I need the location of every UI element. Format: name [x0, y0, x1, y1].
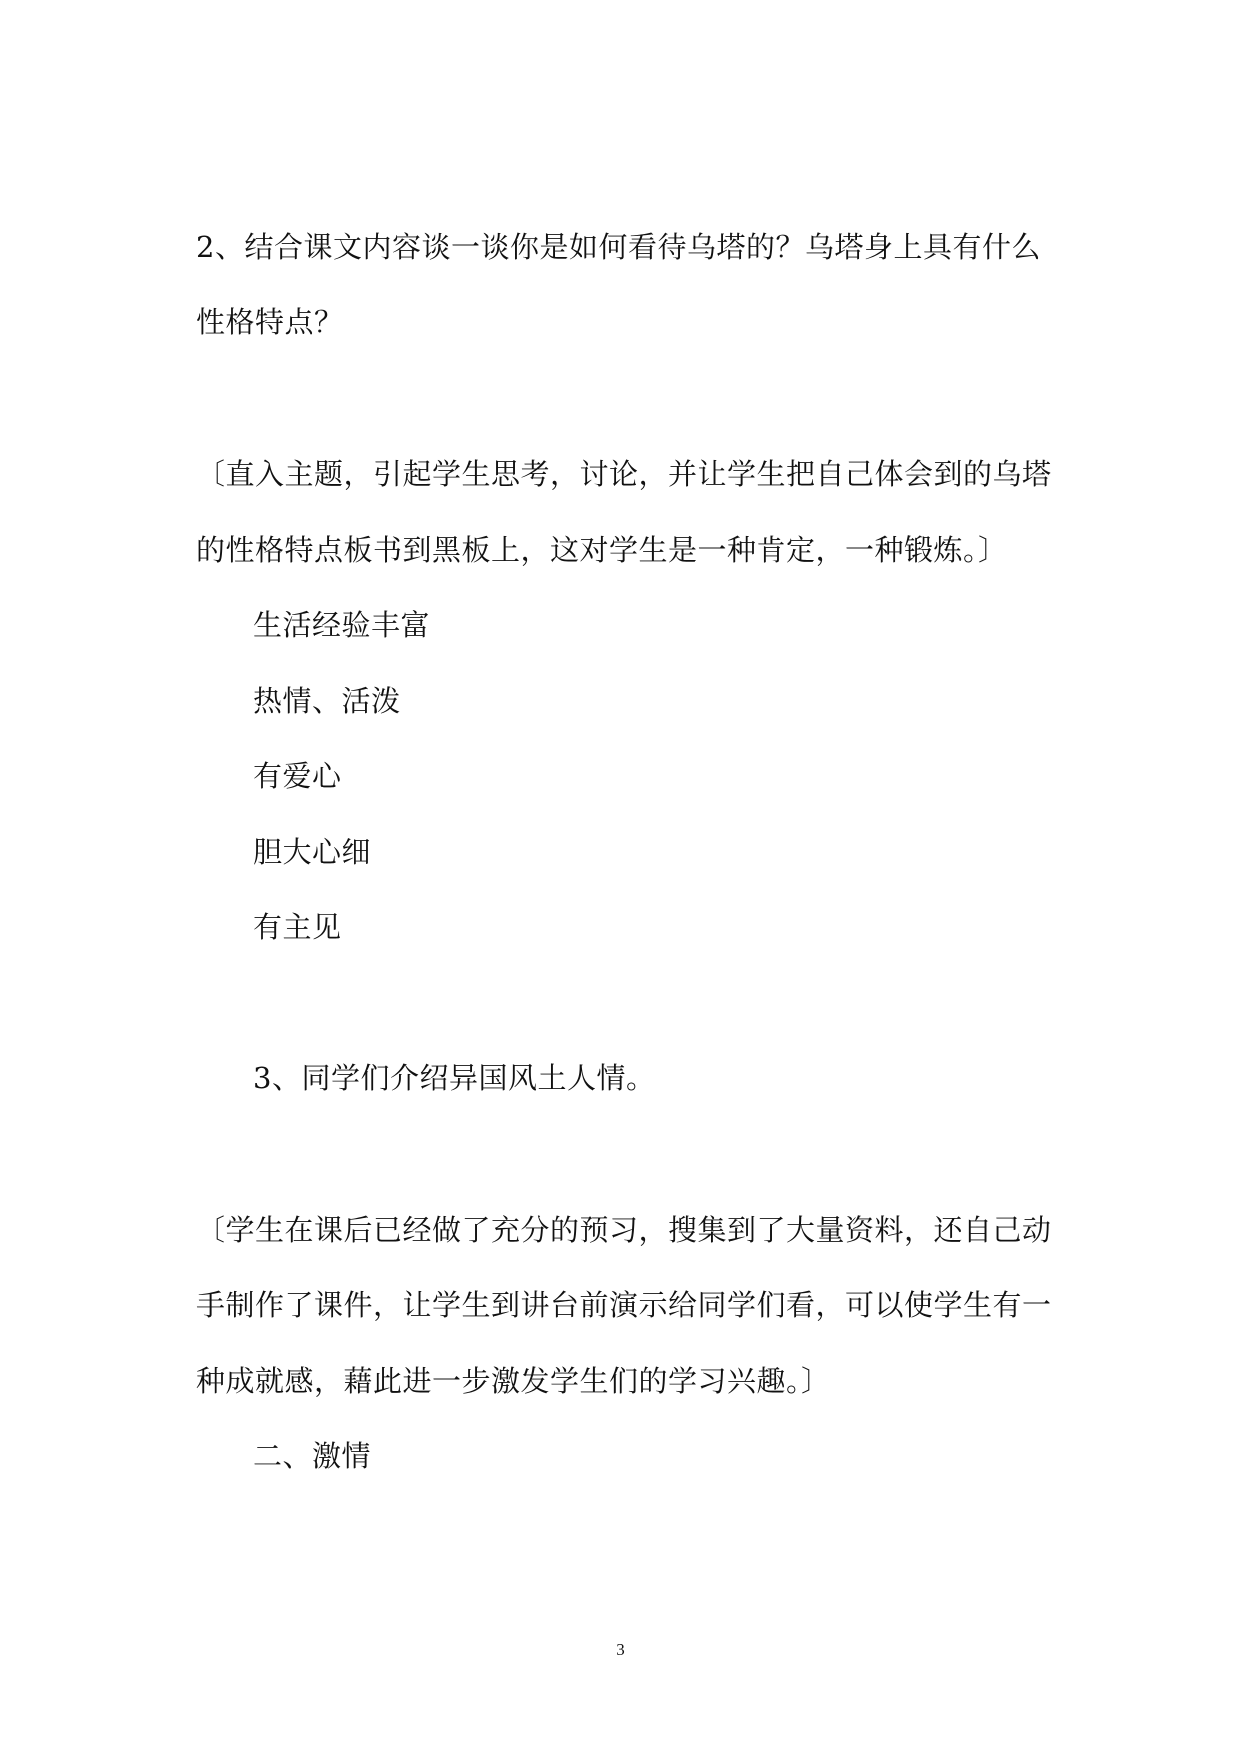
section-2-heading: 二、激情: [253, 1439, 372, 1473]
trait-item: 胆大心细: [253, 835, 372, 869]
trait-item: 有爱心: [253, 759, 342, 793]
trait-item: 生活经验丰富: [253, 608, 431, 642]
note-1-line-2: 的性格特点板书到黑板上，这对学生是一种肯定，一种锻炼。〕: [196, 533, 1008, 567]
question-2-line-1: 2、结合课文内容谈一谈你是如何看待乌塔的？乌塔身上具有什么: [196, 230, 1041, 264]
note-2-line-2: 手制作了课件，让学生到讲台前演示给同学们看，可以使学生有一: [196, 1288, 1052, 1322]
question-2-line-2: 性格特点？: [196, 305, 344, 339]
note-1-line-1: 〔直入主题，引起学生思考，讨论，并让学生把自己体会到的乌塔: [196, 457, 1052, 491]
trait-item: 热情、活泼: [253, 684, 401, 718]
trait-item: 有主见: [253, 910, 342, 944]
item-3-heading: 3、同学们介绍异国风土人情。: [253, 1061, 656, 1095]
note-2-line-1: 〔学生在课后已经做了充分的预习，搜集到了大量资料，还自己动: [196, 1213, 1052, 1247]
note-2-line-3: 种成就感，藉此进一步激发学生们的学习兴趣。〕: [196, 1364, 831, 1398]
page-number: 3: [616, 1640, 625, 1659]
